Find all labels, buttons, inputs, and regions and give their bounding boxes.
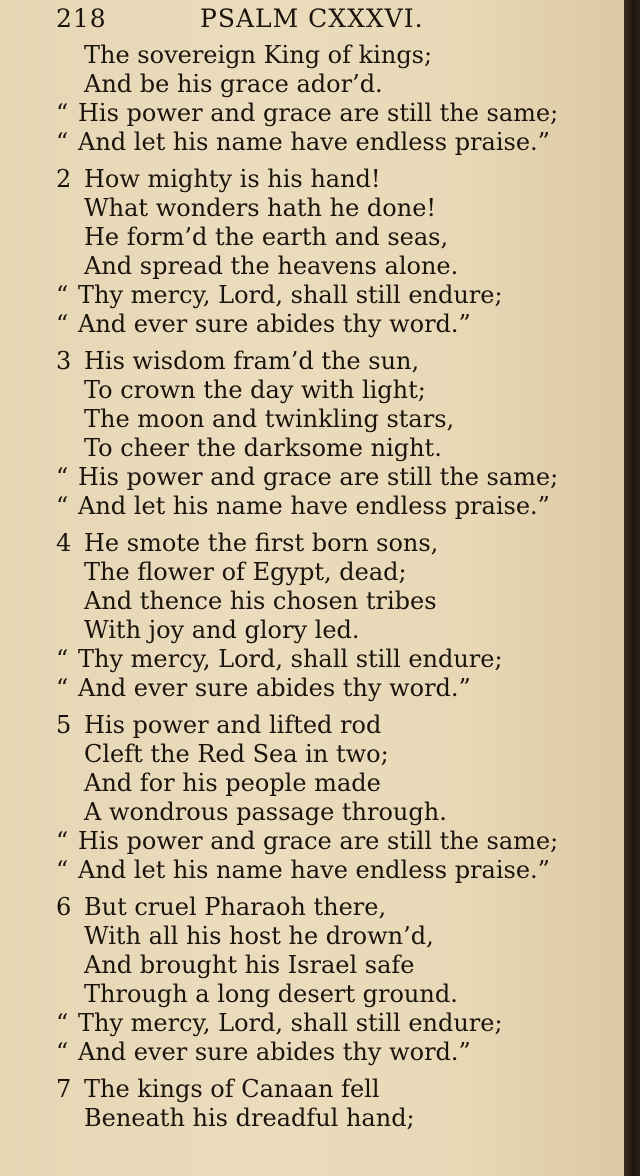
verse-line-text: The moon and twinkling stars,: [84, 405, 455, 433]
verse-line-text: His power and grace are still the same;: [78, 827, 559, 855]
refrain-mark: “: [56, 1038, 69, 1066]
verse-line-text: His power and grace are still the same;: [78, 463, 559, 491]
refrain-mark: “: [56, 645, 69, 673]
page-header: [0, 4, 624, 38]
verse-line-text: Through a long desert ground.: [84, 980, 458, 1008]
verse-line-text: He smote the first born sons,: [84, 529, 439, 557]
verse-line-text: How mighty is his hand!: [84, 165, 381, 193]
verse-line-text: And spread the heavens alone.: [84, 252, 459, 280]
verse-number: 6: [56, 893, 72, 921]
verse-line-text: His power and grace are still the same;: [78, 99, 559, 127]
verse-line-text: What wonders hath he done!: [84, 194, 437, 222]
verse-line-text: Thy mercy, Lord, shall still endure;: [78, 1009, 503, 1037]
verse-line-text: His power and lifted rod: [84, 711, 382, 739]
verse-line-text: But cruel Pharaoh there,: [84, 893, 387, 921]
verse-number: 5: [56, 711, 72, 739]
verse-line-text: Thy mercy, Lord, shall still endure;: [78, 281, 503, 309]
verse-line-text: And ever sure abides thy word.”: [78, 674, 471, 702]
verse-line-text: To crown the day with light;: [84, 376, 426, 404]
verse-line-text: And thence his chosen tribes: [84, 587, 437, 615]
refrain-mark: “: [56, 128, 69, 156]
refrain-mark: “: [56, 856, 69, 884]
refrain-mark: “: [56, 463, 69, 491]
verse-line-text: And ever sure abides thy word.”: [78, 1038, 471, 1066]
verse-line-text: Thy mercy, Lord, shall still endure;: [78, 645, 503, 673]
verse-line-text: The kings of Canaan fell: [84, 1075, 380, 1103]
verse-line-text: And be his grace ador’d.: [84, 70, 383, 98]
refrain-mark: “: [56, 281, 69, 309]
refrain-mark: “: [56, 492, 69, 520]
verse-line-text: Beneath his dreadful hand;: [84, 1104, 415, 1132]
verse-line-text: And let his name have endless praise.”: [78, 856, 550, 884]
verse-line-text: He form’d the earth and seas,: [84, 223, 449, 251]
verse-line-text: Cleft the Red Sea in two;: [84, 740, 389, 768]
refrain-mark: “: [56, 1009, 69, 1037]
verse-line-text: The sovereign King of kings;: [84, 41, 433, 69]
verse-number: 2: [56, 165, 72, 193]
running-title: PSALM CXXXVI.: [200, 4, 424, 33]
verse-number: 4: [56, 529, 72, 557]
verse-line-text: And let his name have endless praise.”: [78, 128, 550, 156]
verse-line-text: His wisdom fram’d the sun,: [84, 347, 420, 375]
verse-line-text: And ever sure abides thy word.”: [78, 310, 471, 338]
verse-line-text: To cheer the darksome night.: [84, 434, 442, 462]
verse-line-text: With all his host he drown’d,: [84, 922, 434, 950]
verse-line-text: The flower of Egypt, dead;: [84, 558, 407, 586]
verse-line-text: And brought his Israel safe: [84, 951, 415, 979]
verse-number: 3: [56, 347, 72, 375]
refrain-mark: “: [56, 310, 69, 338]
verse-number: 7: [56, 1075, 72, 1103]
page-number: 218: [56, 4, 107, 33]
refrain-mark: “: [56, 674, 69, 702]
verse-line-text: A wondrous passage through.: [84, 798, 447, 826]
refrain-mark: “: [56, 827, 69, 855]
verse-line-text: And for his people made: [84, 769, 381, 797]
verse-line-text: And let his name have endless praise.”: [78, 492, 550, 520]
verse-line-text: With joy and glory led.: [84, 616, 360, 644]
page-edge: [624, 0, 640, 1176]
refrain-mark: “: [56, 99, 69, 127]
